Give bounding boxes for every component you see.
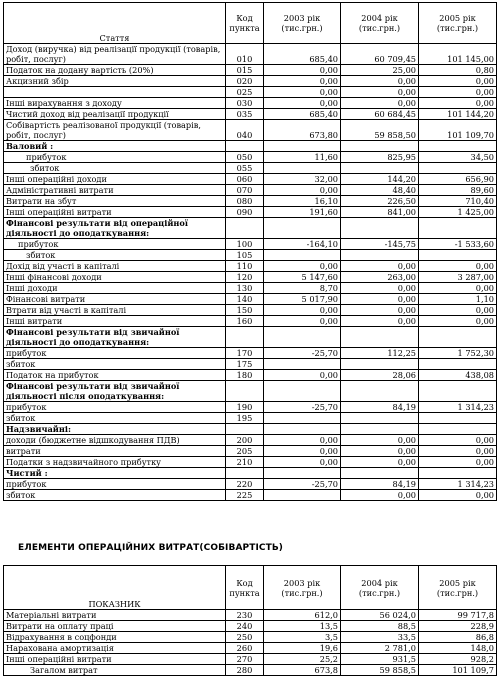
value-2005 [419, 413, 497, 424]
value-2003: 0,00 [264, 305, 341, 316]
value-2005: 0,00 [419, 316, 497, 327]
row-code: 240 [226, 621, 264, 632]
row-label: Інші витрати [4, 316, 226, 327]
value-2003 [264, 218, 341, 239]
value-2004: 33,5 [341, 632, 419, 643]
value-2004: 0,00 [341, 261, 419, 272]
table-row [4, 381, 497, 402]
value-2003: 0,00 [264, 370, 341, 381]
value-2004: 2 781,0 [341, 643, 419, 654]
value-2004 [341, 141, 419, 152]
row-label: Фінансові витрати [4, 294, 226, 305]
row-label: збиток [4, 490, 226, 501]
row-code: 280 [226, 665, 264, 676]
value-2003: 685,40 [264, 44, 341, 65]
row-label: Собівартість реалізованої продукції (товарів, робіт, послуг) [4, 120, 226, 141]
table-row [4, 174, 497, 185]
value-2004: 263,00 [341, 272, 419, 283]
row-label: прибуток [4, 239, 226, 250]
row-code: 025 [226, 87, 264, 98]
table-row [4, 610, 497, 621]
header-indicator: ПОКАЗНИК [4, 566, 226, 610]
row-code: 035 [226, 109, 264, 120]
row-code: 220 [226, 479, 264, 490]
value-2005 [419, 163, 497, 174]
row-label: Надзвичайні: [4, 424, 226, 435]
table-row [4, 359, 497, 370]
table-row [4, 468, 497, 479]
row-label: доходи (бюджетне відшкодування ПДВ) [4, 435, 226, 446]
value-2005: 0,00 [419, 490, 497, 501]
value-2003: -25,70 [264, 479, 341, 490]
row-code: 200 [226, 435, 264, 446]
table-row [4, 479, 497, 490]
row-code [226, 218, 264, 239]
value-2004 [341, 413, 419, 424]
row-label: Інші вирахування з доходу [4, 98, 226, 109]
row-code: 190 [226, 402, 264, 413]
value-2005 [419, 468, 497, 479]
row-label: прибуток [4, 402, 226, 413]
row-code: 130 [226, 283, 264, 294]
value-2003: 16,10 [264, 196, 341, 207]
row-label: збиток [4, 359, 226, 370]
value-2005: 928,2 [419, 654, 497, 665]
value-2004 [341, 468, 419, 479]
value-2005: 89,60 [419, 185, 497, 196]
value-2005: 0,80 [419, 65, 497, 76]
row-code [226, 468, 264, 479]
value-2004: 84,19 [341, 479, 419, 490]
value-2004: 0,00 [341, 87, 419, 98]
row-label: Витрати на збут [4, 196, 226, 207]
value-2004: 60 684,45 [341, 109, 419, 120]
value-2005: 101 109,7 [419, 665, 497, 676]
table-row [4, 327, 497, 348]
value-2005: 0,00 [419, 87, 497, 98]
value-2003: 0,00 [264, 76, 341, 87]
value-2005 [419, 218, 497, 239]
value-2003: 32,00 [264, 174, 341, 185]
table-row [4, 370, 497, 381]
row-code: 015 [226, 65, 264, 76]
table-row [4, 283, 497, 294]
value-2003: 8,70 [264, 283, 341, 294]
value-2004: 0,00 [341, 490, 419, 501]
row-code [226, 381, 264, 402]
row-code: 175 [226, 359, 264, 370]
row-code [226, 424, 264, 435]
row-code: 050 [226, 152, 264, 163]
row-code: 195 [226, 413, 264, 424]
header-2004: 2004 рік (тис.грн.) [341, 566, 419, 610]
row-code: 100 [226, 239, 264, 250]
value-2004 [341, 250, 419, 261]
value-2005: 710,40 [419, 196, 497, 207]
table-row [4, 185, 497, 196]
operating-expenses-body [4, 610, 497, 676]
value-2005: 1 314,23 [419, 479, 497, 490]
row-label: Чистий : [4, 468, 226, 479]
value-2004: -145,75 [341, 239, 419, 250]
value-2005: 34,50 [419, 152, 497, 163]
row-label: Загалом витрат [4, 665, 226, 676]
row-label: прибуток [4, 479, 226, 490]
header-2005: 2005 рік (тис.грн.) [419, 566, 497, 610]
row-label [4, 87, 226, 98]
table-row [4, 435, 497, 446]
row-label: Адміністративні витрати [4, 185, 226, 196]
row-code: 160 [226, 316, 264, 327]
value-2003: 685,40 [264, 109, 341, 120]
table-row [4, 141, 497, 152]
value-2004 [341, 163, 419, 174]
table-row [4, 665, 497, 676]
value-2004 [341, 359, 419, 370]
table-row [4, 348, 497, 359]
value-2003: -164,10 [264, 239, 341, 250]
row-label: збиток [4, 163, 226, 174]
value-2003: 0,00 [264, 98, 341, 109]
row-code: 105 [226, 250, 264, 261]
value-2004 [341, 381, 419, 402]
row-label: Нарахована амортизація [4, 643, 226, 654]
row-code: 260 [226, 643, 264, 654]
value-2005: 0,00 [419, 446, 497, 457]
table-row [4, 109, 497, 120]
value-2004: 0,00 [341, 435, 419, 446]
value-2003 [264, 141, 341, 152]
value-2005: 0,00 [419, 98, 497, 109]
table-row [4, 76, 497, 87]
row-code: 225 [226, 490, 264, 501]
value-2003: 191,60 [264, 207, 341, 218]
value-2005: 0,00 [419, 283, 497, 294]
value-2003: 0,00 [264, 261, 341, 272]
value-2003: 0,00 [264, 446, 341, 457]
value-2004: 60 709,45 [341, 44, 419, 65]
row-label: Відрахування в соцфонди [4, 632, 226, 643]
value-2005: 148,0 [419, 643, 497, 654]
table-row [4, 239, 497, 250]
value-2005: 0,00 [419, 457, 497, 468]
row-label: Фінансові результати від операційної діяльності до оподаткування: [4, 218, 226, 239]
table-row [4, 424, 497, 435]
value-2004 [341, 327, 419, 348]
header-2003: 2003 рік (тис.грн.) [264, 566, 341, 610]
table-row [4, 98, 497, 109]
value-2005 [419, 424, 497, 435]
table-row [4, 490, 497, 501]
row-label: Дохід від участі в капіталі [4, 261, 226, 272]
table-row [4, 65, 497, 76]
value-2003: 5 147,60 [264, 272, 341, 283]
table-row [4, 196, 497, 207]
row-code [226, 327, 264, 348]
row-code: 030 [226, 98, 264, 109]
table-row [4, 163, 497, 174]
table-row [4, 207, 497, 218]
row-code: 250 [226, 632, 264, 643]
row-code: 020 [226, 76, 264, 87]
row-label: Податок на прибуток [4, 370, 226, 381]
header-article: Стаття [4, 3, 226, 44]
table-row [4, 654, 497, 665]
row-label: Інші операційні доходи [4, 174, 226, 185]
value-2003: 11,60 [264, 152, 341, 163]
table-row [4, 402, 497, 413]
value-2003 [264, 413, 341, 424]
row-label: Податок на додану вартість (20%) [4, 65, 226, 76]
row-label: Витрати на оплату праці [4, 621, 226, 632]
income-statement-body [4, 44, 497, 501]
value-2005: -1 533,60 [419, 239, 497, 250]
value-2004: 0,00 [341, 316, 419, 327]
value-2003: 0,00 [264, 87, 341, 98]
table-row [4, 152, 497, 163]
value-2004 [341, 218, 419, 239]
row-code: 110 [226, 261, 264, 272]
value-2004: 931,5 [341, 654, 419, 665]
table-row [4, 261, 497, 272]
row-label: збиток [4, 250, 226, 261]
header-2004: 2004 рік (тис.грн.) [341, 3, 419, 44]
value-2005: 101 144,20 [419, 109, 497, 120]
value-2005: 438,08 [419, 370, 497, 381]
value-2003: 0,00 [264, 185, 341, 196]
value-2003: 673,80 [264, 120, 341, 141]
value-2004: 88,5 [341, 621, 419, 632]
table-row [4, 632, 497, 643]
row-code: 080 [226, 196, 264, 207]
value-2004: 56 024,0 [341, 610, 419, 621]
value-2003 [264, 163, 341, 174]
table-row [4, 316, 497, 327]
value-2003 [264, 381, 341, 402]
value-2005: 0,00 [419, 261, 497, 272]
value-2004: 0,00 [341, 283, 419, 294]
row-code: 010 [226, 44, 264, 65]
row-label: Фінансові результати від звичайної діяльності після оподаткування: [4, 381, 226, 402]
value-2003 [264, 359, 341, 370]
row-code: 170 [226, 348, 264, 359]
value-2003: 19,6 [264, 643, 341, 654]
value-2004: 0,00 [341, 294, 419, 305]
row-code: 120 [226, 272, 264, 283]
row-code: 180 [226, 370, 264, 381]
value-2005: 3 287,00 [419, 272, 497, 283]
value-2005: 228,9 [419, 621, 497, 632]
value-2004: 48,40 [341, 185, 419, 196]
value-2005: 86,8 [419, 632, 497, 643]
table-row [4, 413, 497, 424]
value-2003: 5 017,90 [264, 294, 341, 305]
value-2003: -25,70 [264, 348, 341, 359]
row-code: 040 [226, 120, 264, 141]
row-code: 140 [226, 294, 264, 305]
row-label: Інші доходи [4, 283, 226, 294]
table-row [4, 643, 497, 654]
value-2003: 0,00 [264, 435, 341, 446]
value-2005: 1,10 [419, 294, 497, 305]
value-2003 [264, 424, 341, 435]
row-code: 270 [226, 654, 264, 665]
row-code: 055 [226, 163, 264, 174]
value-2004: 841,00 [341, 207, 419, 218]
value-2005: 0,00 [419, 76, 497, 87]
value-2005: 1 425,00 [419, 207, 497, 218]
table-row [4, 294, 497, 305]
row-code: 090 [226, 207, 264, 218]
value-2005: 101 145,00 [419, 44, 497, 65]
value-2004: 59 858,50 [341, 120, 419, 141]
value-2003 [264, 250, 341, 261]
row-code: 210 [226, 457, 264, 468]
row-code: 230 [226, 610, 264, 621]
value-2005 [419, 327, 497, 348]
row-label: Податки з надзвичайного прибутку [4, 457, 226, 468]
row-label: прибуток [4, 348, 226, 359]
value-2005: 1 752,30 [419, 348, 497, 359]
header-code: Код пункта [226, 3, 264, 44]
value-2005 [419, 381, 497, 402]
table-row [4, 87, 497, 98]
value-2005 [419, 359, 497, 370]
value-2004: 28,06 [341, 370, 419, 381]
table-row [4, 457, 497, 468]
value-2003: 0,00 [264, 65, 341, 76]
value-2003: 25,2 [264, 654, 341, 665]
value-2005 [419, 250, 497, 261]
row-code: 060 [226, 174, 264, 185]
row-code: 070 [226, 185, 264, 196]
value-2003: -25,70 [264, 402, 341, 413]
row-code: 205 [226, 446, 264, 457]
row-label: збиток [4, 413, 226, 424]
value-2004: 0,00 [341, 457, 419, 468]
table-row [4, 446, 497, 457]
row-label: Інші операційні витрати [4, 654, 226, 665]
value-2003: 0,00 [264, 457, 341, 468]
value-2004: 0,00 [341, 98, 419, 109]
row-label: Фінансові результати від звичайної діяльності до оподаткування: [4, 327, 226, 348]
row-code [226, 141, 264, 152]
value-2005: 0,00 [419, 305, 497, 316]
row-label: Інші операційні витрати [4, 207, 226, 218]
value-2004: 825,95 [341, 152, 419, 163]
value-2003: 0,00 [264, 316, 341, 327]
value-2003: 673,8 [264, 665, 341, 676]
value-2004 [341, 424, 419, 435]
row-label: Чистий доход від реалізації продукції [4, 109, 226, 120]
value-2004: 0,00 [341, 305, 419, 316]
value-2003: 13,5 [264, 621, 341, 632]
value-2004: 226,50 [341, 196, 419, 207]
section2-title: ЕЛЕМЕНТИ ОПЕРАЦІЙНИХ ВИТРАТ(СОБІВАРТІСТЬ) [18, 543, 284, 553]
value-2005: 1 314,23 [419, 402, 497, 413]
row-label: Втрати від участі в капіталі [4, 305, 226, 316]
table-row [4, 305, 497, 316]
value-2003 [264, 327, 341, 348]
value-2003 [264, 468, 341, 479]
value-2003 [264, 490, 341, 501]
value-2005: 99 717,8 [419, 610, 497, 621]
value-2004: 59 858,5 [341, 665, 419, 676]
table-row [4, 621, 497, 632]
value-2004: 84,19 [341, 402, 419, 413]
table-row [4, 120, 497, 141]
table-row [4, 250, 497, 261]
value-2005: 656,90 [419, 174, 497, 185]
value-2004: 112,25 [341, 348, 419, 359]
value-2004: 144,20 [341, 174, 419, 185]
table-row [4, 44, 497, 65]
value-2005 [419, 141, 497, 152]
value-2005: 0,00 [419, 435, 497, 446]
row-label: витрати [4, 446, 226, 457]
row-label: Доход (виручка) від реалізації продукції (товарів, робіт, послуг) [4, 44, 226, 65]
row-label: Акцизний збір [4, 76, 226, 87]
value-2003: 612,0 [264, 610, 341, 621]
value-2004: 0,00 [341, 446, 419, 457]
row-label: прибуток [4, 152, 226, 163]
row-label: Інші фінансові доходи [4, 272, 226, 283]
row-code: 150 [226, 305, 264, 316]
header-code: Код пункта [226, 566, 264, 610]
table-row [4, 272, 497, 283]
value-2004: 0,00 [341, 76, 419, 87]
row-label: Валовий : [4, 141, 226, 152]
value-2004: 25,00 [341, 65, 419, 76]
table-row [4, 218, 497, 239]
header-2003: 2003 рік (тис.грн.) [264, 3, 341, 44]
row-label: Матеріальні витрати [4, 610, 226, 621]
value-2005: 101 109,70 [419, 120, 497, 141]
header-2005: 2005 рік (тис.грн.) [419, 3, 497, 44]
operating-expenses-table [3, 565, 497, 676]
income-statement-table [3, 2, 497, 501]
value-2003: 3,5 [264, 632, 341, 643]
